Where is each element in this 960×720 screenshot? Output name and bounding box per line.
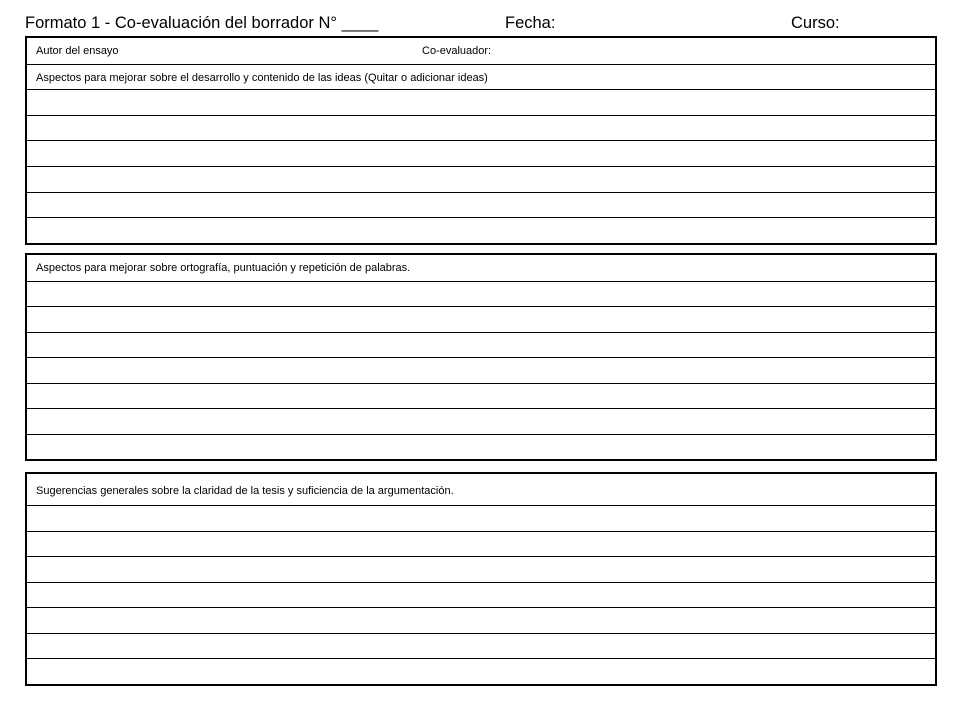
- writing-line[interactable]: [27, 658, 935, 684]
- section-general-suggestions: [25, 472, 937, 686]
- curso-label: Curso:: [791, 14, 840, 32]
- form-title: Formato 1 - Co-evaluación del borrador N° ____: [25, 14, 379, 32]
- writing-line[interactable]: [27, 556, 935, 582]
- writing-line[interactable]: [27, 115, 935, 141]
- form-header: [0, 8, 960, 36]
- writing-line[interactable]: [27, 633, 935, 659]
- writing-line[interactable]: [27, 217, 935, 243]
- section-heading-row: [27, 255, 935, 281]
- autor-label: Autor del ensayo: [36, 45, 119, 57]
- writing-line[interactable]: [27, 531, 935, 557]
- section-heading: Aspectos para mejorar sobre el desarrollo y contenido de las ideas (Quitar o adicionar ideas): [36, 71, 488, 84]
- writing-line[interactable]: [27, 505, 935, 531]
- writing-line[interactable]: [27, 281, 935, 307]
- section-heading: Aspectos para mejorar sobre ortografía, puntuación y repetición de palabras.: [36, 262, 411, 274]
- writing-line[interactable]: [27, 434, 935, 460]
- author-row: [27, 38, 935, 64]
- writing-line[interactable]: [27, 89, 935, 115]
- writing-line[interactable]: [27, 607, 935, 633]
- writing-line[interactable]: [27, 582, 935, 608]
- writing-line[interactable]: [27, 192, 935, 218]
- writing-line[interactable]: [27, 383, 935, 409]
- writing-line[interactable]: [27, 166, 935, 192]
- section-heading-row: [27, 474, 935, 505]
- section-content-ideas: [25, 36, 937, 245]
- coevaluador-label: Co-evaluador:: [422, 45, 492, 57]
- section-heading-row: [27, 64, 935, 90]
- writing-line[interactable]: [27, 357, 935, 383]
- section-spelling: [25, 253, 937, 461]
- fecha-label: Fecha:: [505, 14, 556, 32]
- writing-line[interactable]: [27, 306, 935, 332]
- section-heading: Sugerencias generales sobre la claridad de la tesis y suficiencia de la argumentación.: [36, 485, 454, 497]
- writing-line[interactable]: [27, 332, 935, 358]
- writing-line[interactable]: [27, 140, 935, 166]
- writing-line[interactable]: [27, 408, 935, 434]
